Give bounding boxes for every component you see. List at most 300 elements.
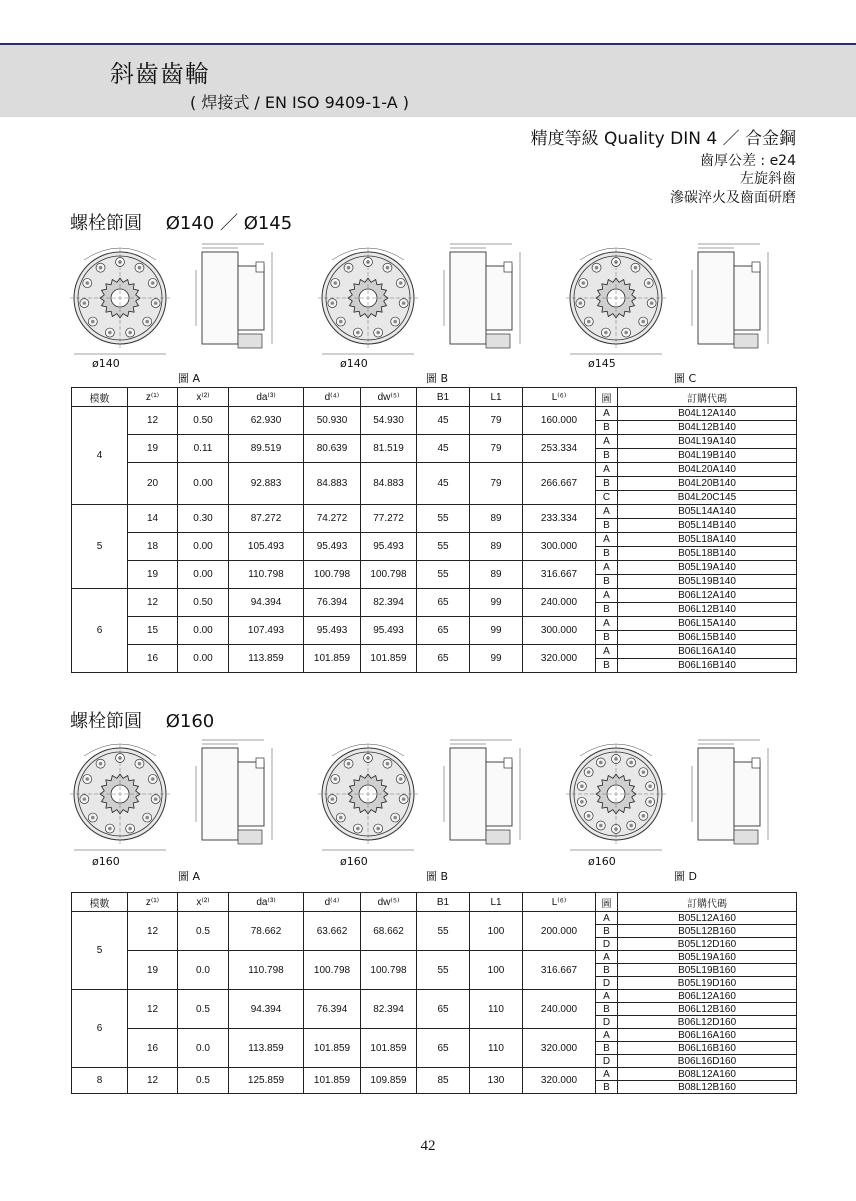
bolt-hole-center xyxy=(386,762,390,766)
bolt-hole-center xyxy=(347,266,351,270)
order-code-cell[interactable]: B06L15B140 xyxy=(618,631,797,645)
dw-cell: 100.798 xyxy=(361,561,417,589)
column-header: d⁽⁴⁾ xyxy=(304,388,361,407)
l-cell: 240.000 xyxy=(523,589,596,617)
bolt-hole-center xyxy=(154,301,158,305)
bolt-hole-center xyxy=(83,301,87,305)
table-row xyxy=(72,407,797,421)
bolt-hole-center xyxy=(604,331,608,335)
figure-cell: A xyxy=(596,912,618,925)
figure-cell: B xyxy=(596,547,618,561)
z-cell: 12 xyxy=(128,589,178,617)
x-cell: 0.00 xyxy=(178,533,229,561)
z-cell: 18 xyxy=(128,533,178,561)
table-row xyxy=(72,435,797,449)
order-code-cell[interactable]: B06L16B160 xyxy=(618,1042,797,1055)
l-cell: 320.000 xyxy=(523,1068,596,1094)
l-cell: 300.000 xyxy=(523,533,596,561)
figure-s2-d-dim: ø160 xyxy=(588,855,616,868)
figure-s2-b-dim: ø160 xyxy=(340,855,368,868)
order-code-cell[interactable]: B05L19A160 xyxy=(618,951,797,964)
bolt-hole-center xyxy=(91,816,95,820)
table-row xyxy=(72,505,797,519)
gear-drawing-s2-b xyxy=(318,734,536,874)
d-cell: 95.493 xyxy=(304,617,361,645)
b1-cell: 55 xyxy=(417,505,470,533)
figure-s1-b-label: 圖 B xyxy=(426,372,449,385)
bolt-hole-center xyxy=(648,784,652,788)
column-header: L1 xyxy=(470,388,523,407)
bolt-hole-center xyxy=(402,797,406,801)
x-cell: 0.00 xyxy=(178,561,229,589)
table-row xyxy=(72,589,797,603)
figure-s2-d-label: 圖 D xyxy=(674,870,697,883)
table-row xyxy=(72,1068,797,1081)
bolt-hole-center xyxy=(599,824,603,828)
order-code-cell[interactable]: B04L12B140 xyxy=(618,421,797,435)
dw-cell: 82.394 xyxy=(361,589,417,617)
column-header: x⁽²⁾ xyxy=(178,893,229,912)
figure-cell: A xyxy=(596,533,618,547)
order-code-cell[interactable]: B04L12A140 xyxy=(618,407,797,421)
x-cell: 0.5 xyxy=(178,1068,229,1094)
bolt-hole-center xyxy=(587,814,591,818)
side-flange xyxy=(450,748,486,840)
da-cell: 94.394 xyxy=(229,990,304,1029)
da-cell: 87.272 xyxy=(229,505,304,533)
dw-cell: 95.493 xyxy=(361,533,417,561)
table-row xyxy=(72,463,797,477)
side-hub xyxy=(486,266,512,330)
l-cell: 316.667 xyxy=(523,951,596,990)
order-code-cell[interactable]: B06L12D160 xyxy=(618,1016,797,1029)
l-cell: 316.667 xyxy=(523,561,596,589)
table-row xyxy=(72,617,797,631)
order-code-cell[interactable]: B05L19D160 xyxy=(618,977,797,990)
column-header: 訂購代碼 xyxy=(618,388,797,407)
figure-cell: B xyxy=(596,925,618,938)
order-code-cell[interactable]: B05L14A140 xyxy=(618,505,797,519)
l1-cell: 99 xyxy=(470,645,523,673)
column-header: L⁽⁶⁾ xyxy=(523,893,596,912)
l1-cell: 89 xyxy=(470,533,523,561)
dw-cell: 81.519 xyxy=(361,435,417,463)
b1-cell: 55 xyxy=(417,561,470,589)
bolt-hole-center xyxy=(376,331,380,335)
module-cell: 5 xyxy=(72,505,128,589)
da-cell: 107.493 xyxy=(229,617,304,645)
order-code-cell[interactable]: B06L12B160 xyxy=(618,1003,797,1016)
bolt-hole-center xyxy=(642,770,646,774)
column-header: L1 xyxy=(470,893,523,912)
dw-cell: 101.859 xyxy=(361,1029,417,1068)
side-key xyxy=(504,262,512,272)
bolt-hole-center xyxy=(641,320,645,324)
page-number: 42 xyxy=(420,1138,436,1154)
d-cell: 50.930 xyxy=(304,407,361,435)
bolt-hole-center xyxy=(331,797,335,801)
b1-cell: 65 xyxy=(417,617,470,645)
b1-cell: 55 xyxy=(417,912,470,951)
d-cell: 76.394 xyxy=(304,990,361,1029)
z-cell: 12 xyxy=(128,912,178,951)
side-flange xyxy=(450,252,486,344)
figure-s2-d xyxy=(566,734,784,874)
bolt-hole-center xyxy=(629,824,633,828)
module-cell: 8 xyxy=(72,1068,128,1094)
x-cell: 0.0 xyxy=(178,1029,229,1068)
dw-cell: 68.662 xyxy=(361,912,417,951)
bolt-hole-center xyxy=(648,800,652,804)
bolt-hole-center xyxy=(138,266,142,270)
figure-s1-c-dim: ø145 xyxy=(588,357,616,370)
order-code-cell[interactable]: B06L12A140 xyxy=(618,589,797,603)
bolt-hole-center xyxy=(151,281,155,285)
figure-cell: D xyxy=(596,1055,618,1068)
page-subtitle: ( 焊接式 / EN ISO 9409-1-A ) xyxy=(190,93,409,112)
figure-cell: B xyxy=(596,449,618,463)
bolt-hole-center xyxy=(629,761,633,765)
da-cell: 78.662 xyxy=(229,912,304,951)
dw-cell: 84.883 xyxy=(361,463,417,505)
bolt-hole-center xyxy=(108,827,112,831)
figure-s2-b xyxy=(318,734,536,874)
l-cell: 320.000 xyxy=(523,645,596,673)
da-cell: 110.798 xyxy=(229,951,304,990)
spec-table-160 xyxy=(71,892,797,1094)
bolt-hole-center xyxy=(333,281,337,285)
side-key xyxy=(752,758,760,768)
bolt-hole-center xyxy=(85,281,89,285)
bolt-hole-center xyxy=(376,827,380,831)
l1-cell: 100 xyxy=(470,912,523,951)
order-code-cell[interactable]: B06L16A160 xyxy=(618,1029,797,1042)
figure-cell: B xyxy=(596,603,618,617)
b1-cell: 45 xyxy=(417,463,470,505)
column-header: da⁽³⁾ xyxy=(229,893,304,912)
module-cell: 4 xyxy=(72,407,128,505)
bolt-hole-center xyxy=(580,800,584,804)
figure-cell: A xyxy=(596,1068,618,1081)
z-cell: 19 xyxy=(128,951,178,990)
figure-cell: B xyxy=(596,421,618,435)
column-header: x⁽²⁾ xyxy=(178,388,229,407)
x-cell: 0.00 xyxy=(178,645,229,673)
order-code-cell[interactable]: B05L18A140 xyxy=(618,533,797,547)
figure-cell: A xyxy=(596,1029,618,1042)
bolt-hole-center xyxy=(642,814,646,818)
l1-cell: 89 xyxy=(470,561,523,589)
bolt-hole-center xyxy=(356,331,360,335)
column-header: da⁽³⁾ xyxy=(229,388,304,407)
order-code-cell[interactable]: B04L20B140 xyxy=(618,477,797,491)
figure-cell: A xyxy=(596,990,618,1003)
side-key xyxy=(256,262,264,272)
dw-cell: 95.493 xyxy=(361,617,417,645)
column-header: dw⁽⁵⁾ xyxy=(361,388,417,407)
column-header: 圖 xyxy=(596,893,618,912)
table-row xyxy=(72,1029,797,1042)
order-code-cell[interactable]: B05L19B140 xyxy=(618,575,797,589)
b1-cell: 65 xyxy=(417,990,470,1029)
x-cell: 0.50 xyxy=(178,407,229,435)
dw-cell: 109.859 xyxy=(361,1068,417,1094)
dw-cell: 101.859 xyxy=(361,645,417,673)
order-code-cell[interactable]: B05L12D160 xyxy=(618,938,797,951)
l-cell: 240.000 xyxy=(523,990,596,1029)
l1-cell: 110 xyxy=(470,990,523,1029)
b1-cell: 55 xyxy=(417,533,470,561)
dw-cell: 77.272 xyxy=(361,505,417,533)
bolt-hole-center xyxy=(386,266,390,270)
side-hub xyxy=(238,266,264,330)
bolt-hole-center xyxy=(145,320,149,324)
b1-cell: 65 xyxy=(417,1029,470,1068)
section1-title: 螺栓節圓 Ø140 ／ Ø145 xyxy=(70,213,293,234)
b1-cell: 85 xyxy=(417,1068,470,1094)
bolt-hole-center xyxy=(634,266,638,270)
bolt-hole-center xyxy=(154,797,158,801)
bolt-hole-center xyxy=(331,301,335,305)
bolt-hole-center xyxy=(83,797,87,801)
d-cell: 76.394 xyxy=(304,589,361,617)
da-cell: 113.859 xyxy=(229,1029,304,1068)
order-code-cell[interactable]: B05L19A140 xyxy=(618,561,797,575)
x-cell: 0.0 xyxy=(178,951,229,990)
side-pin xyxy=(734,334,758,348)
order-code-cell[interactable]: B06L16D160 xyxy=(618,1055,797,1068)
l1-cell: 79 xyxy=(470,407,523,435)
x-cell: 0.30 xyxy=(178,505,229,533)
b1-cell: 65 xyxy=(417,645,470,673)
figure-s1-c-label: 圖 C xyxy=(674,372,697,385)
da-cell: 105.493 xyxy=(229,533,304,561)
figure-cell: A xyxy=(596,463,618,477)
l-cell: 200.000 xyxy=(523,912,596,951)
l1-cell: 99 xyxy=(470,589,523,617)
order-code-cell[interactable]: B05L12B160 xyxy=(618,925,797,938)
order-code-cell[interactable]: B08L12A160 xyxy=(618,1068,797,1081)
l1-cell: 130 xyxy=(470,1068,523,1094)
figure-s1-a-dim: ø140 xyxy=(92,357,120,370)
quality-line: 精度等級 Quality DIN 4 ／ 合金鋼 xyxy=(530,129,796,149)
figure-cell: D xyxy=(596,977,618,990)
bolt-hole-center xyxy=(595,266,599,270)
figure-s1-a-label: 圖 A xyxy=(178,372,201,385)
figure-cell: A xyxy=(596,561,618,575)
side-key xyxy=(752,262,760,272)
b1-cell: 65 xyxy=(417,589,470,617)
order-code-cell[interactable]: B06L16A140 xyxy=(618,645,797,659)
bolt-hole-center xyxy=(99,266,103,270)
side-flange xyxy=(202,252,238,344)
da-cell: 92.883 xyxy=(229,463,304,505)
figure-s1-b-dim: ø140 xyxy=(340,357,368,370)
l1-cell: 110 xyxy=(470,1029,523,1068)
dw-cell: 82.394 xyxy=(361,990,417,1029)
order-code-cell[interactable]: B05L12A160 xyxy=(618,912,797,925)
l-cell: 160.000 xyxy=(523,407,596,435)
spec-line-tolerance: 齒厚公差 : e24 xyxy=(699,153,796,169)
l1-cell: 99 xyxy=(470,617,523,645)
bolt-hole-center xyxy=(99,762,103,766)
bolt-hole-center xyxy=(356,827,360,831)
order-code-cell[interactable]: B05L14B140 xyxy=(618,519,797,533)
d-cell: 95.493 xyxy=(304,533,361,561)
da-cell: 94.394 xyxy=(229,589,304,617)
d-cell: 80.639 xyxy=(304,435,361,463)
section2-title: 螺栓節圓 Ø160 xyxy=(70,711,215,732)
x-cell: 0.5 xyxy=(178,912,229,951)
bolt-hole-center xyxy=(128,331,132,335)
figure-s2-a-label: 圖 A xyxy=(178,870,201,883)
column-header: 模數 xyxy=(72,388,128,407)
figure-cell: A xyxy=(596,407,618,421)
figure-s2-a-dim: ø160 xyxy=(92,855,120,868)
order-code-cell[interactable]: B04L19A140 xyxy=(618,435,797,449)
column-header: 模數 xyxy=(72,893,128,912)
d-cell: 100.798 xyxy=(304,951,361,990)
side-hub xyxy=(238,762,264,826)
order-code-cell[interactable]: B04L20C145 xyxy=(618,491,797,505)
bolt-hole-center xyxy=(580,784,584,788)
order-code-cell[interactable]: B04L19B140 xyxy=(618,449,797,463)
table-row xyxy=(72,561,797,575)
order-code-cell[interactable]: B06L15A140 xyxy=(618,617,797,631)
bolt-hole-center xyxy=(145,816,149,820)
z-cell: 20 xyxy=(128,463,178,505)
x-cell: 0.5 xyxy=(178,990,229,1029)
b1-cell: 55 xyxy=(417,951,470,990)
d-cell: 101.859 xyxy=(304,1029,361,1068)
da-cell: 125.859 xyxy=(229,1068,304,1094)
page-title: 斜齒齒輪 xyxy=(110,60,210,88)
order-code-cell[interactable]: B05L18B140 xyxy=(618,547,797,561)
column-header: 訂購代碼 xyxy=(618,893,797,912)
figure-cell: B xyxy=(596,1042,618,1055)
table-row xyxy=(72,645,797,659)
bolt-hole-center xyxy=(650,301,654,305)
order-code-cell[interactable]: B08L12B160 xyxy=(618,1081,797,1094)
table-row xyxy=(72,912,797,925)
side-hub xyxy=(486,762,512,826)
spec-line-treatment: 滲碳淬火及齒面研磨 xyxy=(670,190,796,206)
figure-cell: D xyxy=(596,938,618,951)
d-cell: 74.272 xyxy=(304,505,361,533)
bolt-hole-center xyxy=(333,777,337,781)
b1-cell: 45 xyxy=(417,435,470,463)
d-cell: 100.798 xyxy=(304,561,361,589)
bolt-hole-center xyxy=(393,816,397,820)
bolt-hole-center xyxy=(347,762,351,766)
bolt-hole-center xyxy=(399,281,403,285)
l1-cell: 79 xyxy=(470,463,523,505)
side-flange xyxy=(698,748,734,840)
z-cell: 12 xyxy=(128,407,178,435)
table-row xyxy=(72,951,797,964)
spec-line-helix: 左旋斜齒 xyxy=(740,171,796,187)
column-header: z⁽¹⁾ xyxy=(128,388,178,407)
x-cell: 0.00 xyxy=(178,617,229,645)
order-code-cell[interactable]: B06L12B140 xyxy=(618,603,797,617)
module-cell: 6 xyxy=(72,990,128,1068)
bolt-hole-center xyxy=(151,777,155,781)
bolt-hole-center xyxy=(108,331,112,335)
side-pin xyxy=(486,334,510,348)
bolt-hole-center xyxy=(339,320,343,324)
order-code-cell[interactable]: B05L19B160 xyxy=(618,964,797,977)
bolt-hole-center xyxy=(138,762,142,766)
z-cell: 15 xyxy=(128,617,178,645)
da-cell: 110.798 xyxy=(229,561,304,589)
figure-cell: B xyxy=(596,964,618,977)
figure-s2-b-label: 圖 B xyxy=(426,870,449,883)
x-cell: 0.00 xyxy=(178,463,229,505)
l1-cell: 89 xyxy=(470,505,523,533)
module-cell: 5 xyxy=(72,912,128,990)
dw-cell: 100.798 xyxy=(361,951,417,990)
side-flange xyxy=(698,252,734,344)
order-code-cell[interactable]: B04L20A140 xyxy=(618,463,797,477)
figure-s2-a xyxy=(70,734,288,874)
bolt-hole-center xyxy=(85,777,89,781)
figure-cell: A xyxy=(596,645,618,659)
d-cell: 84.883 xyxy=(304,463,361,505)
z-cell: 16 xyxy=(128,1029,178,1068)
z-cell: 12 xyxy=(128,1068,178,1094)
column-header: L⁽⁶⁾ xyxy=(523,388,596,407)
l-cell: 266.667 xyxy=(523,463,596,505)
figure-cell: A xyxy=(596,505,618,519)
side-hub xyxy=(734,762,760,826)
figure-cell: A xyxy=(596,589,618,603)
figure-cell: A xyxy=(596,951,618,964)
b1-cell: 45 xyxy=(417,407,470,435)
table-header-row xyxy=(72,893,797,912)
bolt-hole-center xyxy=(393,320,397,324)
l-cell: 233.334 xyxy=(523,505,596,533)
da-cell: 62.930 xyxy=(229,407,304,435)
figure-cell: B xyxy=(596,631,618,645)
gear-drawing-s2-a xyxy=(70,734,288,874)
z-cell: 12 xyxy=(128,990,178,1029)
column-header: d⁽⁴⁾ xyxy=(304,893,361,912)
d-cell: 101.859 xyxy=(304,1068,361,1094)
figure-cell: B xyxy=(596,1003,618,1016)
dw-cell: 54.930 xyxy=(361,407,417,435)
bolt-hole-center xyxy=(587,320,591,324)
bolt-hole-center xyxy=(579,301,583,305)
z-cell: 16 xyxy=(128,645,178,673)
l-cell: 320.000 xyxy=(523,1029,596,1068)
figure-cell: C xyxy=(596,491,618,505)
figure-cell: B xyxy=(596,575,618,589)
column-header: B1 xyxy=(417,388,470,407)
order-code-cell[interactable]: B06L12A160 xyxy=(618,990,797,1003)
da-cell: 89.519 xyxy=(229,435,304,463)
column-header: 圖 xyxy=(596,388,618,407)
table-header-row xyxy=(72,388,797,407)
figure-cell: B xyxy=(596,477,618,491)
d-cell: 101.859 xyxy=(304,645,361,673)
bolt-hole-center xyxy=(339,816,343,820)
d-cell: 63.662 xyxy=(304,912,361,951)
order-code-cell[interactable]: B06L16B140 xyxy=(618,659,797,673)
bolt-hole-center xyxy=(402,301,406,305)
bolt-hole-center xyxy=(647,281,651,285)
bolt-hole-center xyxy=(587,770,591,774)
column-header: z⁽¹⁾ xyxy=(128,893,178,912)
